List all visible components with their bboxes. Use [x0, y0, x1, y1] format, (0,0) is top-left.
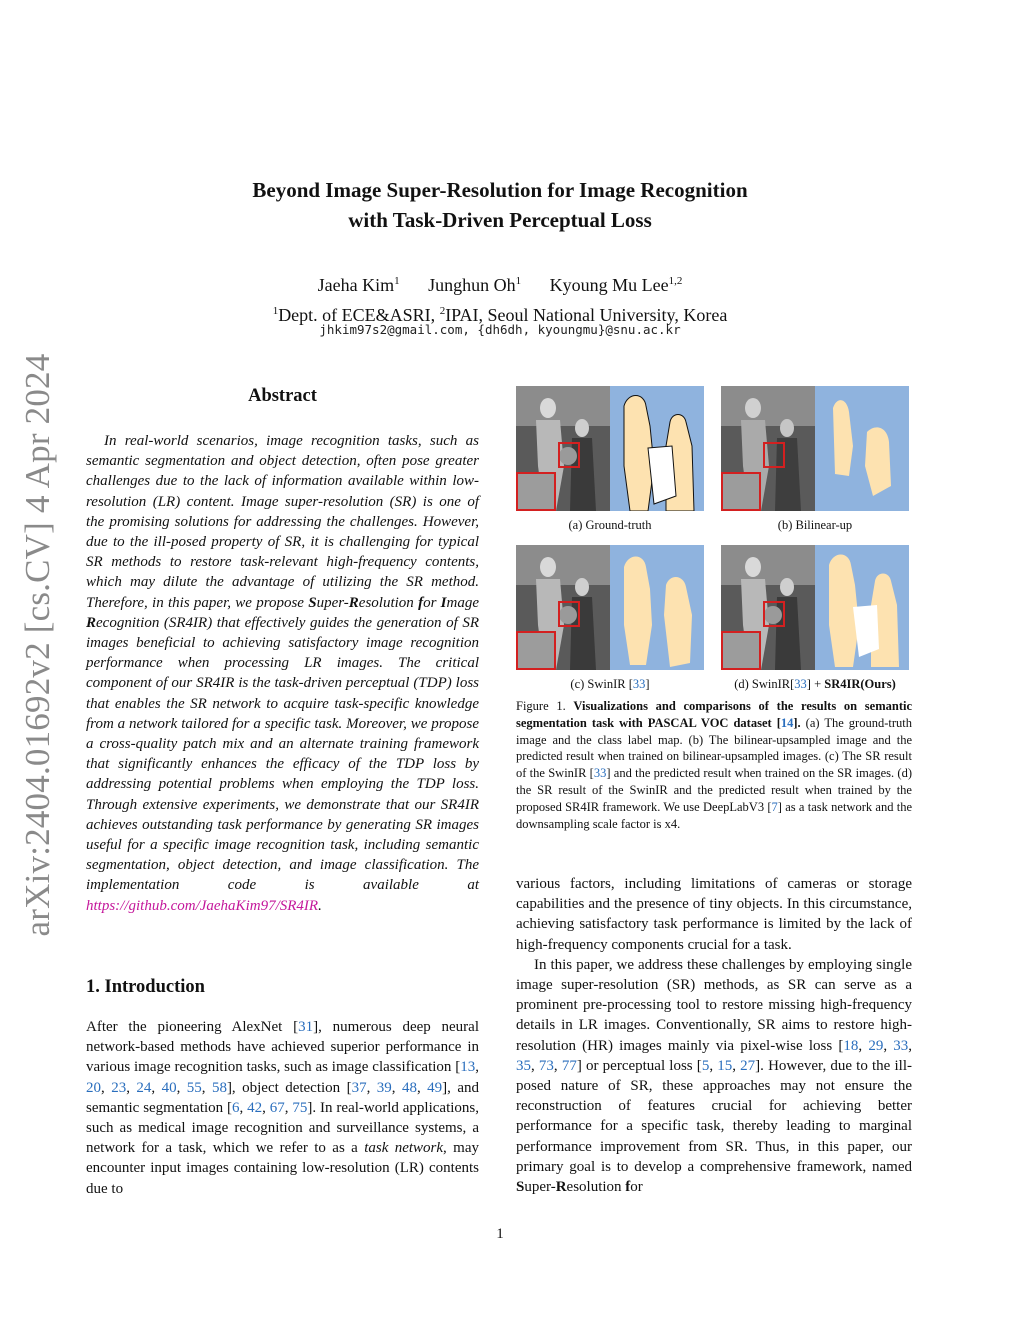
title-line-2: with Task-Driven Perceptual Loss [348, 208, 652, 232]
citation[interactable]: 20 [86, 1079, 101, 1096]
figure-1-caption: Figure 1. Visualizations and comparisons of the results on semantic segmentation task with PASCAL VOC dataset [14]. (a) The ground-truth image and the class label map. (b) The bilinear-upsampled image and the predicted result when trained on bilinear-upsampled images. (c) The SR result of the SwinIR [33] and the predicted result when trained on the SR images. (d) the SR result of the SwinIR and the predicted result when trained by the proposed SR4IR framework. We use DeepLabV3 [7] as a task network and the downsampling scale factor is x4. [516, 699, 912, 831]
citation[interactable]: 35 [516, 1057, 531, 1074]
paragraph: In this paper, we address these challenges by employing single image super-resolution (SR) methods, as SR can serve as a prominent pre-processing tool to restore missing high-frequency details in LR images. Conventionally, SR aims to restore high-resolution (HR) images mainly via pixel-wise loss [18, 29, 33, 35, 73, 77] or perceptual loss [5, 15, 27]. However, due to the ill-posed nature of SR, these approaches may not ensure the reconstruction of features crucial for achieving better performance for a specific task, thereby leading to marginal performance improvement from SR. Thus, in this paper, our primary goal is to develop a comprehensive framework, named Super-Resolution for [516, 956, 913, 1196]
label-map [610, 386, 704, 511]
panel-swinir-sr4ir [721, 545, 909, 670]
citation[interactable]: 15 [717, 1057, 733, 1074]
author-name: Kyoung Mu Lee$^{1,2}$ [549, 275, 683, 295]
citation[interactable]: 33 [632, 677, 646, 691]
citation[interactable]: 27 [740, 1057, 756, 1074]
subcaption-d: (d) SwinIR[33] + SR4IR(Ours) [734, 677, 896, 691]
panel-ground-truth [516, 386, 704, 511]
label-map [610, 545, 704, 670]
citation[interactable]: 33 [893, 1037, 909, 1054]
arxiv-stamp-text: arXiv:2404.01692v2 [cs.CV] 4 Apr 2024 [18, 353, 57, 937]
citation[interactable]: 23 [111, 1079, 127, 1096]
citation[interactable]: 31 [298, 1019, 314, 1035]
citation[interactable]: 13 [460, 1059, 476, 1076]
abstract-text: In real-world scenarios, image recognition tasks, such as semantic segmentation and object detection, often pose greater challenges due to the lack of information available within low-resolution (LR) content. Image super-resolution (SR) is one of the promising solutions for addressing the challenges. However, due to the ill-posed property of SR, it is challenging for typical SR methods to restore task-relevant high-frequency contents, which may dilute the advantage of utilizing the SR method. Therefore, in this paper, we propose Super-Resolution for Image Recognition (SR4IR) that effectively guides the generation of SR images beneficial to achieving satisfactory image recognition performance when processing LR images. The critical component of our SR4IR is the task-driven perceptual (TDP) loss that enables the SR network to acquire task-specific knowledge from a network tailored for a specific task. Moreover, we propose a cross-quality patch mix and an alternate training framework that significantly enhances the efficacy of the TDP loss by addressing potential problems when employing the TDP loss. Through extensive experiments, we demonstrate that our SR4IR achieves outstanding task performance by generating SR images useful for a specific image recognition task, including semantic segmentation, object detection, and image classification. The implementation code is available at https://github.com/JaehaKim97/SR4IR. [86, 433, 480, 914]
title-line-1: Beyond Image Super-Resolution for Image Recognition [252, 178, 748, 202]
citation[interactable]: 18 [843, 1037, 859, 1054]
author-list [0, 268, 1000, 298]
citation[interactable]: 37 [351, 1079, 367, 1096]
citation[interactable]: 40 [161, 1079, 177, 1096]
panel-swinir [516, 545, 704, 670]
affiliation: $^1$Dept. of ECE&ASRI, $^2$IPAI, Seoul National University, Korea [272, 305, 728, 325]
citation[interactable]: 33 [593, 766, 607, 781]
abstract-heading: Abstract [248, 386, 317, 406]
author-emails: jhkim97s2@gmail.com, {dh6dh, kyoungmu}@snu.ac.kr [319, 322, 681, 337]
figure-1 [516, 386, 908, 706]
citation[interactable]: 29 [868, 1037, 884, 1054]
label-map [815, 386, 909, 511]
introduction-text: After the pioneering AlexNet [31], numerous deep neural network-based methods have achieved superior performance in various image recognition tasks, such as image classification [13, 20, 23, 24, 40, 55, 58], object detection [37, 39, 48, 49], and semantic segmentation [6, 42, 67, 75]. In real-world applications, such as medical image recognition and surveillance systems, a network for a task, which we refer to as a task network, may encounter input images containing low-resolution (LR) contents due to [86, 1019, 480, 1197]
citation[interactable]: 49 [427, 1079, 443, 1096]
right-column-text [516, 874, 912, 1197]
citation[interactable]: 14 [780, 715, 794, 730]
citation[interactable]: 58 [211, 1079, 227, 1096]
zoom-inset [516, 631, 556, 670]
paper-title [0, 175, 1000, 235]
citation[interactable]: 73 [538, 1057, 554, 1074]
zoom-box [558, 601, 580, 627]
arxiv-stamp [18, 353, 58, 937]
zoom-box [558, 442, 580, 468]
zoom-inset [721, 472, 761, 511]
code-link[interactable]: https://github.com/JaehaKim97/SR4IR [86, 897, 319, 914]
zoom-box [763, 442, 785, 468]
subcaption-a: (a) Ground-truth [568, 518, 652, 532]
subcaption-b: (b) Bilinear-up [777, 518, 853, 532]
citation[interactable]: 24 [136, 1079, 152, 1096]
citation[interactable]: 42 [247, 1099, 263, 1116]
zoom-inset [721, 631, 761, 670]
zoom-box [763, 601, 785, 627]
author-block [0, 268, 1000, 328]
author-name: Junghun Oh$^1$ [428, 275, 522, 295]
paragraph: various factors, including limitations of cameras or storage capabilities and the presence of tiny objects. In this circumstance, achieving satisfactory task performance is limited by the lack of high-frequency components crucial for a task. [516, 876, 912, 953]
citation[interactable]: 55 [186, 1079, 202, 1096]
citation[interactable]: 48 [401, 1079, 417, 1096]
citation[interactable]: 33 [794, 677, 807, 691]
citation[interactable]: 39 [376, 1079, 392, 1096]
citation[interactable]: 75 [292, 1099, 308, 1116]
author-name: Jaeha Kim$^1$ [317, 275, 400, 295]
label-map [815, 545, 909, 670]
zoom-inset [516, 472, 556, 511]
citation[interactable]: 7 [771, 799, 778, 814]
section-heading-introduction: 1. Introduction [86, 977, 205, 997]
citation[interactable]: 5 [701, 1057, 710, 1074]
page-number: 1 [496, 1226, 504, 1242]
citation[interactable]: 67 [269, 1099, 285, 1116]
citation[interactable]: 6 [232, 1099, 240, 1116]
subcaption-c: (c) SwinIR [33] [570, 677, 650, 691]
citation[interactable]: 77 [561, 1057, 577, 1074]
panel-bilinear-up [721, 386, 909, 511]
